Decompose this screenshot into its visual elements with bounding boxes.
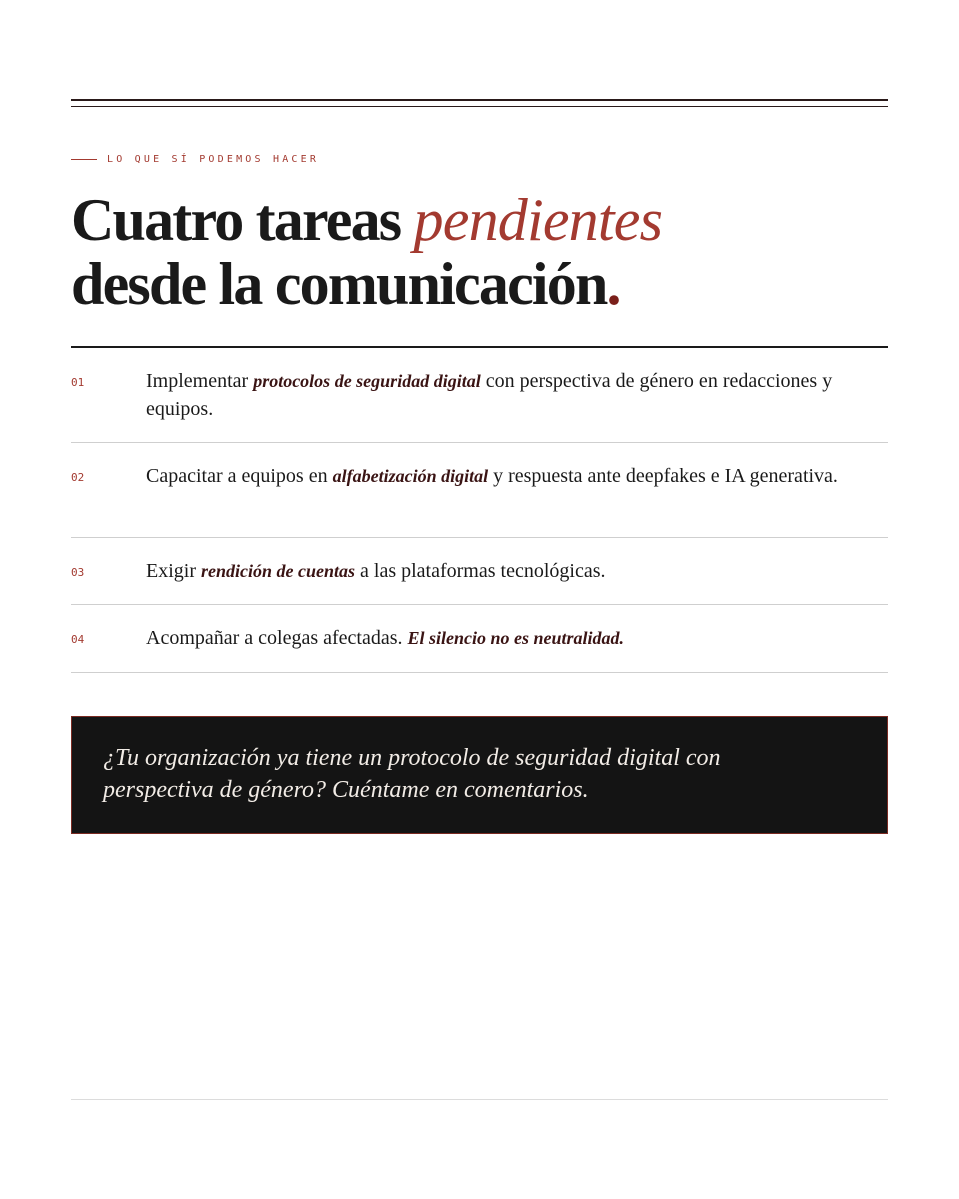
item-text-after: a las plataformas tecnológicas. xyxy=(355,560,606,582)
list-item xyxy=(71,443,888,538)
item-emphasis: alfabetización digital xyxy=(332,466,489,486)
kicker-text: LO QUE SÍ PODEMOS HACER xyxy=(107,153,320,165)
headline-part2: desde la comunicación xyxy=(71,251,607,317)
item-text-before: Exigir xyxy=(146,560,201,582)
task-list xyxy=(71,348,888,673)
item-text-before: Acompañar a colegas afectadas. xyxy=(146,627,408,649)
top-rule-thick xyxy=(71,99,888,101)
kicker-dash xyxy=(71,159,97,160)
item-text-after: y respuesta ante deepfakes e IA generativa. xyxy=(488,465,838,487)
kicker xyxy=(71,152,319,166)
item-text xyxy=(146,462,846,490)
list-item xyxy=(71,605,888,673)
item-emphasis: rendición de cuentas xyxy=(201,561,356,581)
item-number: 03 xyxy=(71,566,85,579)
item-text-after: con perspectiva de género en redacciones y equipos. xyxy=(146,370,833,420)
item-text xyxy=(146,367,846,423)
bottom-rule xyxy=(71,1099,888,1100)
page xyxy=(71,0,888,1199)
item-text-before: Implementar xyxy=(146,370,254,392)
callout-text: ¿Tu organización ya tiene un protocolo de seguridad digital con perspectiva de género? Cuéntame en comentarios. xyxy=(103,745,721,803)
item-emphasis: protocolos de seguridad digital xyxy=(253,371,481,391)
headline-accent: pendientes xyxy=(413,187,663,253)
item-text xyxy=(146,557,846,585)
headline-part1: Cuatro tareas xyxy=(71,187,414,253)
top-rule-thin xyxy=(71,106,888,107)
item-number: 04 xyxy=(71,633,85,646)
list-item xyxy=(71,348,888,443)
headline-period: . xyxy=(606,251,620,317)
item-text xyxy=(146,624,846,652)
item-number: 02 xyxy=(71,471,85,484)
item-emphasis: El silencio no es neutralidad. xyxy=(407,628,625,648)
top-double-rule xyxy=(71,99,888,109)
item-number: 01 xyxy=(71,376,85,389)
list-item xyxy=(71,538,888,605)
callout-box xyxy=(71,716,888,834)
item-text-before: Capacitar a equipos en xyxy=(146,465,333,487)
headline xyxy=(71,188,662,316)
